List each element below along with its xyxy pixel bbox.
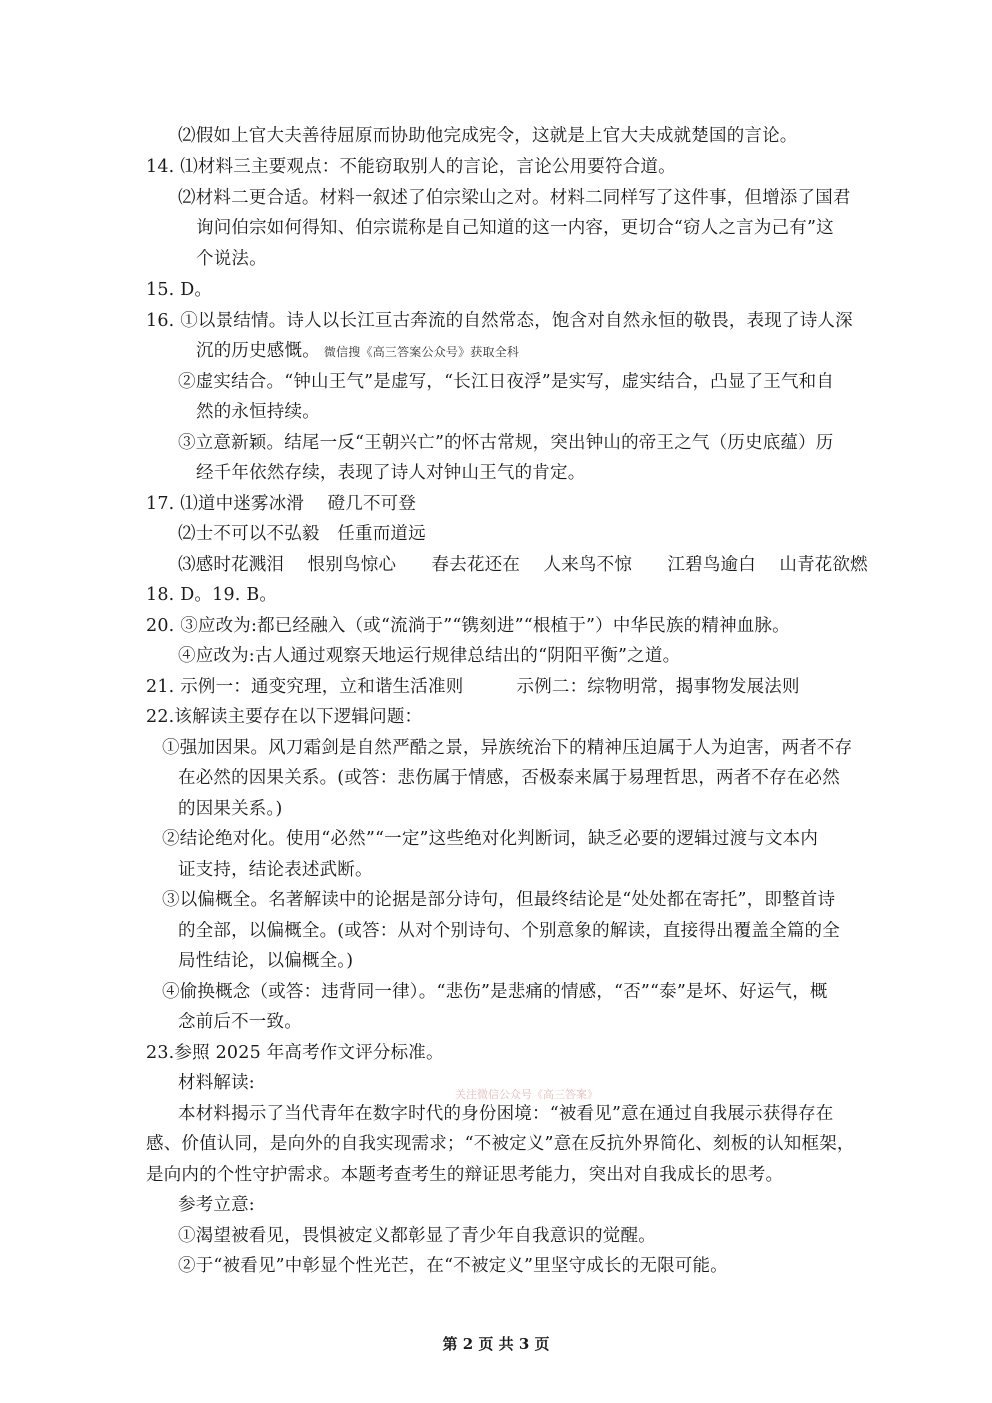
text-line: ③以偏概全。名著解读中的论据是部分诗句，但最终结论是“处处都在寄托”，即整首诗 (162, 890, 836, 910)
text-line: 22.该解读主要存在以下逻辑问题： (146, 707, 423, 727)
text-line: ②于“被看见”中彰显个性光芒，在“不被定义”里坚守成长的无限可能。 (178, 1256, 728, 1276)
text-line: ②虚实结合。“钟山王气”是虚写，“长江日夜浮”是实写，虚实结合，凸显了王气和自 (178, 372, 835, 392)
text-line: 经千年依然存续，表现了诗人对钟山王气的肯定。 (196, 463, 586, 483)
text-line: ⑵士不可以不弘毅 任重而道远 (178, 524, 426, 544)
text-line: ⑶感时花溅泪 恨别鸟惊心 春去花还在 人来鸟不惊 江碧鸟逾白 山青花欲燃 (178, 555, 868, 575)
text-line: 证支持，结论表述武断。 (178, 860, 373, 880)
text-line: 14. ⑴材料三主要观点：不能窃取别人的言论，言论公用要符合道。 (146, 157, 676, 177)
text-line: ⑵材料二更合适。材料一叙述了伯宗梁山之对。材料二同样写了这件事，但增添了国君 (178, 188, 851, 208)
text-line: ①强加因果。风刀霜剑是自然严酷之景，异族统治下的精神压迫属于人为迫害，两者不存 (162, 738, 853, 758)
text-line (196, 339, 519, 364)
text-line: 参考立意: (178, 1195, 255, 1215)
text-line: 17. ⑴道中迷雾冰滑 磴几不可登 (146, 494, 417, 514)
text-line: ④偷换概念（或答：违背同一律）。“悲伤”是悲痛的情感，“否”“泰”是坏、好运气，概 (162, 982, 828, 1002)
text-line: ①渴望被看见，畏惧被定义都彰显了青少年自我意识的觉醒。 (178, 1226, 656, 1246)
text-line: ②结论绝对化。使用“必然”“一定”这些绝对化判断词，缺乏必要的逻辑过渡与文本内 (162, 829, 819, 849)
text-line: 本材料揭示了当代青年在数字时代的身份困境：“被看见”意在通过自我展示获得存在 (178, 1104, 834, 1124)
text-line: 然的永恒持续。 (196, 402, 320, 422)
text-line: 念前后不一致。 (178, 1012, 302, 1032)
text-line: 23.参照 2025 年高考作文评分标准。 (146, 1043, 444, 1063)
watermark: 关注微信公众号《高三答案》 (455, 1088, 598, 1101)
text-line: 20. ③应改为:都已经融入（或“流淌于”“镌刻进”“根植于”）中华民族的精神血脉。 (146, 616, 790, 636)
text-line: 局性结论，以偏概全。) (178, 951, 354, 971)
text-line: 18. D。19. B。 (146, 585, 278, 605)
text-line: 感、价值认同，是向外的自我实现需求；“不被定义”意在反抗外界简化、刻板的认知框架， (146, 1134, 855, 1154)
text-line: 询问伯宗如何得知、伯宗谎称是自己知道的这一内容，更切合“窃人之言为己有”这 (196, 218, 834, 238)
text-line: 的因果关系。) (178, 799, 283, 819)
text-line: 的全部，以偏概全。(或答：从对个别诗句、个别意象的解读，直接得出覆盖全篇的全 (178, 921, 840, 941)
text-line: 在必然的因果关系。(或答：悲伤属于情感，否极泰来属于易理哲思，两者不存在必然 (178, 768, 840, 788)
text-line: ⑵假如上官大夫善待屈原而协助他完成宪令，这就是上官大夫成就楚国的言论。 (178, 126, 798, 146)
text-line: 是向内的个性守护需求。本题考查考生的辩证思考能力，突出对自我成长的思考。 (146, 1165, 784, 1185)
text-line: ③立意新颖。结尾一反“王朝兴亡”的怀古常规，突出钟山的帝王之气（历史底蕴）历 (178, 433, 834, 453)
text-line: 21. 示例一：通变究理，立和谐生活准则 示例二：综物明常，揭事物发展法则 (146, 677, 800, 697)
promo-note: 微信搜《高三答案公众号》获取全科 (323, 345, 520, 359)
text-line: 16. ①以景结情。诗人以长江亘古奔流的自然常态，饱含对自然永恒的敬畏，表现了诗人深 (146, 311, 853, 331)
text-line: 材料解读: (178, 1073, 255, 1093)
text-line: ④应改为:古人通过观察天地运行规律总结出的“阴阳平衡”之道。 (178, 646, 681, 666)
page-number: 第 2 页 共 3 页 (442, 1335, 550, 1353)
text-line: 15. D。 (146, 280, 213, 300)
text-line: 个说法。 (196, 249, 267, 269)
text-line-main: 沉的历史感慨。 (196, 341, 320, 361)
